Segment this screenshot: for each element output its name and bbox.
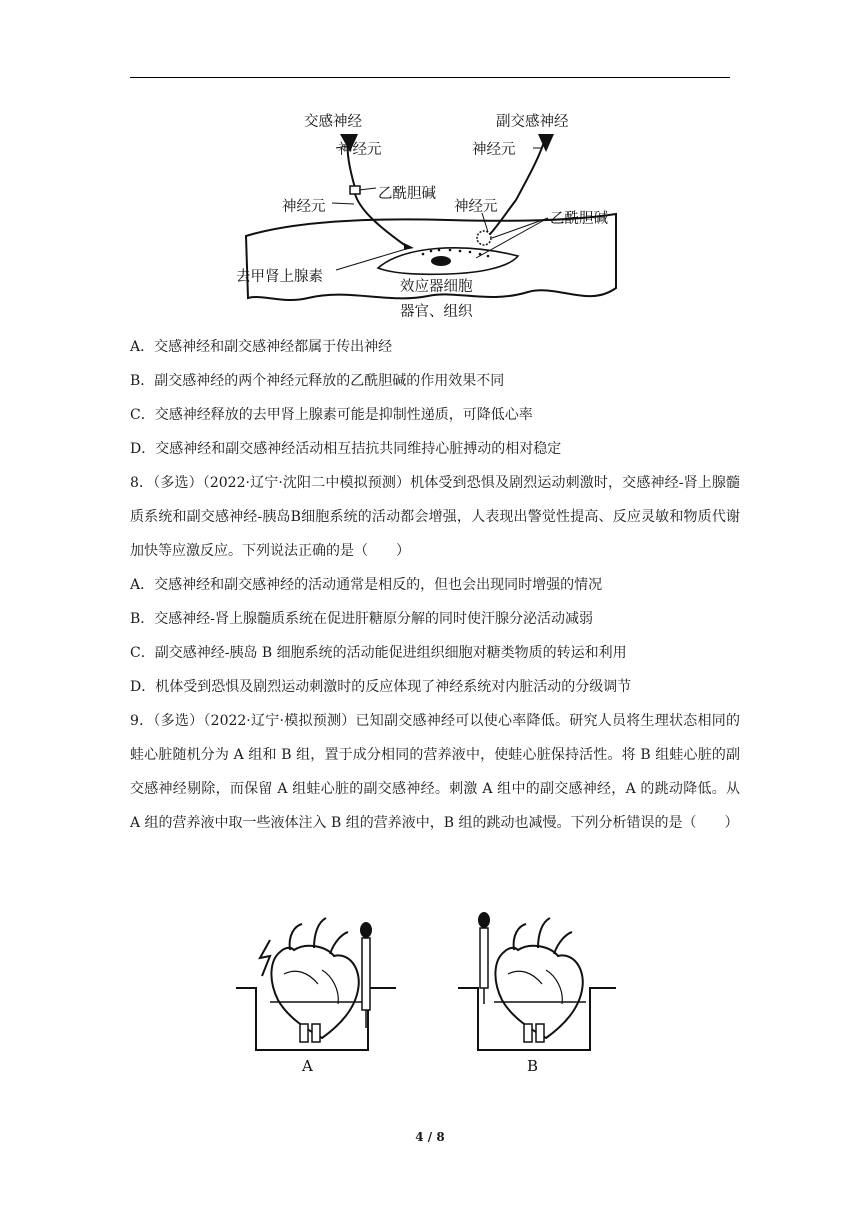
synapse-left — [350, 186, 360, 194]
synapse-right — [477, 231, 491, 245]
label-organ-tissue: 器官、组织 — [400, 304, 473, 320]
nerve-diagram — [228, 108, 628, 323]
label-acetylcholine-right: 乙酰胆碱 — [550, 211, 608, 227]
label-parasympathetic: 副交感神经 — [496, 114, 569, 130]
label-norepinephrine: 去甲肾上腺素 — [236, 269, 323, 285]
q8-option-a: A．交感神经和副交感神经的活动通常是相反的，但也会出现同时增强的情况 — [130, 577, 603, 593]
label-neuron-top-right: 神经元 — [472, 142, 516, 158]
q9-stem: 9．（多选）（2022·辽宁·模拟预测）已知副交感神经可以使心率降低。研究人员将生理状态相同的蛙心脏随机分为 A 组和 B 组，置于成分相同的营养液中，使蛙心脏保持活性。将 B 组蛙心脏的副交感神经剔除，而保留 A 组蛙心脏的副交感神经。刺激 A 组中的副交感神经，A 的跳动降低。从 A 组的营养液中取一些液体注入 B 组的营养液中，B 组的跳动也减慢。下列分析错误的是（ ） — [130, 713, 740, 831]
parasympathetic-fiber-1 — [516, 136, 546, 200]
label-a: A — [302, 1057, 313, 1075]
heart-a — [270, 918, 362, 1042]
lightning-icon — [260, 940, 270, 976]
label-sympathetic: 交感神经 — [304, 114, 362, 130]
label-neuron-mid-right: 神经元 — [454, 199, 498, 215]
q8-option-d: D．机体受到恐惧及剧烈运动刺激时的反应体现了神经系统对内脏活动的分级调节 — [130, 679, 632, 695]
q7-option-c: C．交感神经释放的去甲肾上腺素可能是抑制性递质，可降低心率 — [130, 407, 533, 423]
q8-option-b: B．交感神经-肾上腺髓质系统在促进肝糖原分解的同时使汗腺分泌活动减弱 — [130, 611, 594, 627]
frog-heart-diagram — [230, 900, 630, 1080]
q8-stem: 8．（多选）（2022·辽宁·沈阳二中模拟预测）机体受到恐惧及剧烈运动刺激时，交感神经-肾上腺髓质系统和副交感神经-胰岛B细胞系统的活动都会增强，人表现出警觉性提高、反应灵敏和物质代谢加快等应激反应。下列说法正确的是（ ） — [130, 475, 740, 559]
dropper-b — [478, 912, 490, 1004]
q7-option-b: B．副交感神经的两个神经元释放的乙酰胆碱的作用效果不同 — [130, 373, 505, 389]
heart-b — [494, 918, 586, 1042]
q7-option-d: D．交感神经和副交感神经活动相互拮抗共同维持心脏搏动的相对稳定 — [130, 441, 562, 457]
dropper-a — [360, 922, 372, 1028]
label-b: B — [527, 1057, 539, 1075]
page-number: 4 / 8 — [415, 1130, 445, 1144]
label-neuron-top-left: 神经元 — [338, 142, 382, 158]
q7-option-a: A．交感神经和副交感神经都属于传出神经 — [130, 339, 393, 355]
label-neuron-mid-left: 神经元 — [282, 199, 326, 215]
cell-nucleus — [431, 256, 451, 266]
label-effector-cell: 效应器细胞 — [400, 279, 473, 295]
q8-option-c: C．副交感神经-胰岛 B 细胞系统的活动能促进组织细胞对糖类物质的转运和利用 — [130, 645, 627, 661]
label-acetylcholine-left: 乙酰胆碱 — [378, 186, 436, 202]
header-rule — [130, 77, 730, 78]
